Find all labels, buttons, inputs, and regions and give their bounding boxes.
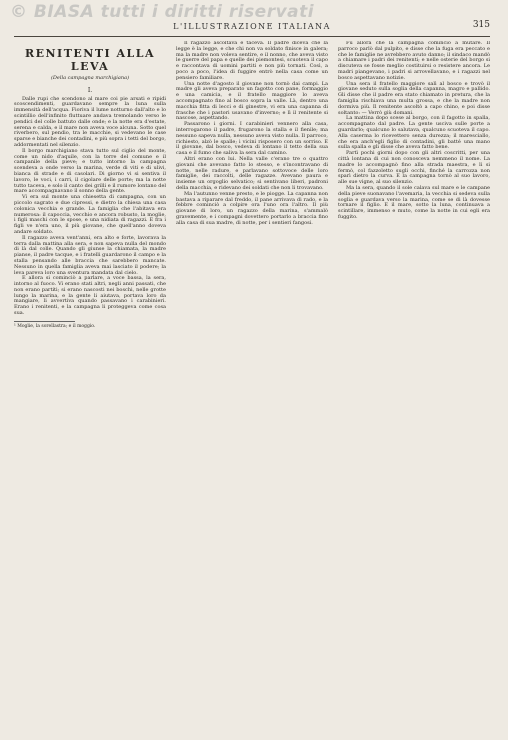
column-1-text [14,97,166,317]
footnote: ¹ Moglie, la sorellastra; e il moggio. [14,323,96,329]
paragraph: Una notte d'agosto il giovane non tornò dai campi. La madre gli aveva preparato un fagotto con pane, formaggio e una camicia, e il fratello maggiore lo aveva accompagnato fino al bosco sopra la valle. Là, dentro una macchia fitta di lecci e di ginestre, vi era una capanna di frasche che i pastori usavano d'inverno; e lì il renitente si nascose, aspettando. [176,80,328,122]
page-number: 315 [472,20,490,30]
running-title: L'ILLUSTRAZIONE ITALIANA [173,22,331,31]
paragraph: Dalle rupi che scendono al mare coi pie arsati e ripidi scoscendimenti, guardavano sempre la luna sulla immensità dell'acqua. Fioriva il lume notturno dall'alto e lo scintillio dell'infinito fluttuare andava tremolando verso le pendici del colle battuto dalle onde; e la notte era d'estate, serena e calda, e il mare non aveva voce alcuna. Sotto quel riverbero, sul pendio, tra le macchie, si vedevano le case sparse e bianche dei contadini, e più sopra i tetti del borgo, addormentati nel silenzio. [14,95,166,148]
paragraph: Il ragazzo ascoltava e taceva. Il padre diceva che la legge è la legge, e che chi non va soldato finisce in galera; ma la madre non voleva sentire, e il nonno, che aveva visto le guerre del papa e quelle dei piemontesi, scuoteva il capo e raccontava di uomini partiti e non più tornati. Così, a poco a poco, l'idea di fuggire entrò nella casa come un pensiero familiare. [176,41,328,81]
column-1 [14,41,166,739]
paragraph: E allora si cominciò a parlare, a voce bassa, la sera, intorno al fuoco. Vi erano stati altri, negli anni passati, che non erano partiti; si erano nascosti nei boschi, nelle grotte lungo la marina, e la gente li aiutava, portava loro da mangiare, li avvertiva quando passavano i carabinieri. Erano i renitenti, e la campagna li proteggeva come cosa sua. [14,275,166,317]
paragraph: Fu allora che la campagna cominciò a mutare. Il parroco parlò dal pulpito, e disse che la fuga era peccato e che le famiglie ne avrebbero avuto danno; il sindaco mandò a chiamare i padri dei renitenti; e nelle osterie del borgo si discuteva se fosse meglio costituirsi o resistere ancora. Le madri piangevano, i padri si arrovellavano, e i ragazzi nel bosco aspettavano notizie. [338,41,490,81]
paragraph: Ma l'autunno venne presto, e le piogge. La capanna non bastava a riparare dal freddo, il pane arrivava di rado, e la febbre cominciò a colpire ora l'uno ora l'altro. Il più giovane di loro, un ragazzo della marina, s'ammalò gravemente, e i compagni dovettero portarlo a braccia fino alla casa di sua madre, di notte, per i sentieri fangosi. [176,190,328,226]
footnote-divider [14,321,75,322]
running-header [14,6,490,37]
article-subtitle: (Della campagna marchigiana) [50,75,130,81]
paragraph: La mattina dopo scese al borgo, con il fagotto in spalla, accompagnato dal padre. La gente usciva sulle porte a guardarlo; qualcuno lo salutava, qualcuno scuoteva il capo. Alla caserma lo ricevettero senza durezza; il maresciallo, che era anch'egli figlio di contadini, gli batté una mano sulla spalla e gli disse che aveva fatto bene. [338,115,490,151]
paragraph: Partì pochi giorni dopo con gli altri coscritti, per una città lontana di cui non conosceva nemmeno il nome. La madre lo accompagnò fino alla strada maestra, e lì si fermò, col fazzoletto sugli occhi, finché la carrozza non sparì dietro la curva. E la campagna tornò al suo lavoro, alle sue vigne, al suo silenzio. [338,150,490,186]
paragraph: Passarono i giorni. I carabinieri vennero alla casa, interrogarono il padre, frugarono la stalla e il fienile; ma nessuno sapeva nulla, nessuno aveva visto nulla. Il parroco, richiesto, alzò le spalle; i vicini risposero con un sorriso. E il giovane, dal bosco, vedeva di lontano il tetto della sua casa e il fumo che saliva la sera dal camino. [176,121,328,157]
column-2 [176,41,328,739]
column-3 [338,41,490,739]
paragraph: Vi era sul monte una chiesetta di campagna, con un piccolo sagrato e due cipressi, e dietro la chiesa una casa colonica vecchia e grande. La famiglia che l'abitava era numerosa: il capoccia, vecchio e ancora robusto, la moglie, i figli maschi con le spose, e una nidiata di ragazzi. E fra i figli ve n'era uno, il più giovane, che quell'anno doveva andare soldato. [14,194,166,235]
article-columns [14,41,490,739]
paragraph: Altri erano con lui. Nella valle c'erano tre o quattro giovani che avevano fatto lo stesso, e s'incontravano di notte, nelle radure, e parlavano sottovoce delle loro famiglie, dei raccolti, delle ragazze. Avevano paura e insieme un orgoglio selvatico; si sentivano liberi, padroni della macchia, e ridevano dei soldati che non li trovavano. [176,155,328,191]
paragraph: Il borgo marchigiano stava tutto sul ciglio del monte, come un nido d'aquile, con la torre del comune e il campanile della pieve; e tutto intorno la campagna scendeva a onde verso la marina, verde di viti e di ulivi, bianca di strade e di casolari. Di giorno vi si sentiva il lavoro, le voci, i carri, il cigolare delle porte; ma la notte tutto taceva, e solo il canto dei grilli e il rumore lontano del mare accompagnavano il sonno della gente. [14,147,166,195]
paragraph: Una sera il fratello maggiore salì al bosco e trovò il giovane seduto sulla soglia della capanna, magro e pallido. Gli disse che il padre era stato chiamato in pretura, che la famiglia rischiava una multa grossa, e che la madre non dormiva più. Il renitente ascoltò a capo chino, e poi disse soltanto: — Verrò giù domani. [338,80,490,116]
paragraph: Ma la sera, quando il sole calava sul mare e le campane della pieve suonavano l'avemaria, la vecchia si sedeva sulla soglia e guardava verso la marina, come se di là dovesse tornare il figlio. E il mare, sotto la luna, continuava a scintillare, immenso e muto, come la notte in cui egli era fuggito. [338,184,490,220]
article-title: RENITENTI ALLA LEVA [24,47,156,73]
section-number: I. [87,86,93,94]
paragraph: Il ragazzo aveva vent'anni, era alto e forte, lavorava la terra dalla mattina alla sera, e non sapeva nulla del mondo di là dal colle. Quando gli giunse la chiamata, la madre pianse, il padre tacque, e i fratelli guardarono il campo e la stalla pensando alle braccia che sarebbero mancate. Nessuno in quella famiglia aveva mai lasciato il podere; la leva pareva loro una sventura mandata dal cielo. [14,234,166,276]
copyright-watermark: © BIASA tutti i diritti riservati [10,2,315,22]
